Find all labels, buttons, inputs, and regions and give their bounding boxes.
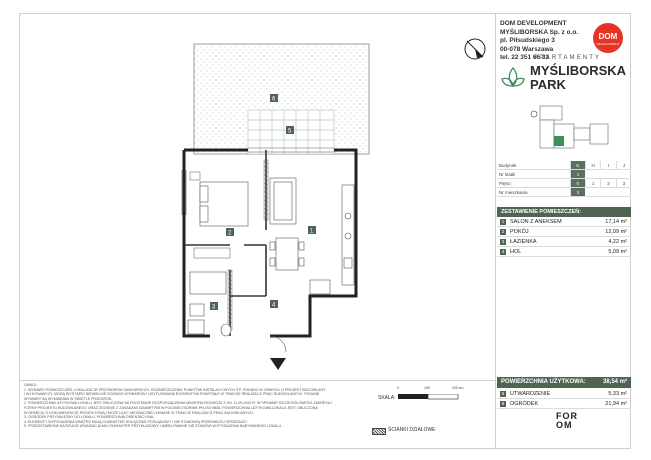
plan-label-6: 6 [272,96,276,103]
bed [200,182,248,226]
rooms-heading: ZESTAWIENIE POMIESZCZEŃ: [497,207,631,217]
list-item: 5 UTWARDZENIE 5,33 m² [497,389,631,399]
scale-bar [398,394,460,400]
company-city: 00-078 Warszawa [500,45,554,53]
company-name: DOM DEVELOPMENT [500,20,567,27]
plan-label-3: 3 [212,304,216,311]
dining-table [270,238,304,270]
notes-heading: UWAGI: [24,383,38,387]
bathroom-fixtures [188,272,231,336]
location-table [497,161,631,197]
leaf-logo-icon [500,66,526,92]
plan-label-4: 4 [272,302,276,309]
scale-label: SKALA: [378,395,396,401]
brand-title: MYŚLIBORSKA [530,63,627,78]
kitchen [310,185,354,294]
floor-plan [170,40,370,370]
company-name-2: MYŚLIBORSKA Sp. z o.o. [500,28,579,36]
list-item: 1 SALON Z ANEKSEM 17,14 m² [497,217,631,227]
brand-subtitle: APARTAMENTY [534,55,602,61]
forom-logo: FOR OM [556,411,578,430]
table-row: Piętro 0 1 2 3 [497,179,631,188]
key-plan [530,102,620,152]
sofa [270,178,296,224]
list-item: 6 OGRÓDEK 21,94 m² [497,399,631,409]
walls-legend-swatch [372,428,386,435]
list-item: 3 ŁAZIENKA 4,22 m² [497,237,631,247]
dom-logo: DOM DEVELOPMENT [593,23,623,53]
plan-label-5: 5 [288,128,292,135]
company-phone: tel. 22 351 66 33 [500,54,550,62]
table-row: Budynek G H I J [497,161,631,170]
panel-divider [495,13,496,449]
list-item: 2 POKÓJ 12,09 m² [497,227,631,237]
plan-label-1: 1 [310,228,314,235]
company-address: pl. Piłsudskiego 3 [500,37,555,45]
scale-tick: 0 [397,386,399,390]
table-row: Nr mieszkania 3 [497,188,631,197]
list-item: 4 HOL 5,09 m² [497,247,631,257]
notes-block: UWAGI: 1. WYMIARY POMIESZCZEŃ, LOKALIZACJE PRZYBORÓW SANITARNYCH, ROZMIESZCZENIE PUNKTÓW INSTALACYJNYCH ITP. PODANO W OPARCIU O PROJEKT BUDOWLANY I WYKONAWCZY, MOGĄ WYSTĄPIĆ NIEWIELKIE RÓŻNICE WYMIARÓW I USYTUOWANIA ELEMENTÓW POWSTAŁE W TRAKCIE REALIZACJI PRAC BUDOWLANYCH. PODANE WYMIARY SĄ WYMIARAMI W ŚWIETLE PRZEGRÓD. 2. POWIERZCHNIA UŻYTKOWA LOKALU JEST OBLICZONA NA PODSTAWIE ROZPORZĄDZENIA MINISTRA ROZWOJU Z DN. 11.09.2020 R. W SPRAWIE SZCZEGÓŁOWEGO ZAKRESU I FORMY PROJEKTU BUDOWLANEGO ORAZ ZGODNIE Z ZASADAMI ZAWARTYMI W POLSKIEJ NORMIE PN-ISO 9836. POWIERZCHNIA UŻYTKOWA LOKALU JEST OBLICZONA W OPARCIU O DOKUMENTACJĘ PROJEKTOWĄ I MOŻE ULEC NIEZNACZNEJ ZMIANIE W TRAKCIE REALIZACJI PRAC BUDOWLANYCH. 3. OGRÓDEK PRZYNALEŻNY DO LOKALU, POWIERZCHNIA ORIENTACYJNA. 4. ELEMENTY WYPOSAŻENIA WNĘTRZ MAJĄ CHARAKTER WYŁĄCZNIE POGLĄDOWY I NIE STANOWIĄ PRZEDMIOTU SPRZEDAŻY. 5. PRZEDSTAWIONA NA RZUCIE ARANŻACJA MA CHARAKTER PRZYKŁADOWY, UMEBLOWANIE NIE STANOWI WYPOSAŻENIA NABYWANEGO LOKALU. [24,383,364,429]
brand-title-2: PARK [530,77,566,92]
north-arrow-icon [462,36,488,62]
notes-divider [19,380,496,381]
scale-tick: 200 cm [452,386,464,390]
scale-tick: 100 [424,386,430,390]
table-row: Nr klatki 1 [497,170,631,179]
walls-legend-label: ŚCIANKI DZIAŁOWE [388,427,436,433]
usable-area: POWIERZCHNIA UŻYTKOWA: 38,54 m² [497,377,631,388]
plan-label-2: 2 [228,230,232,237]
